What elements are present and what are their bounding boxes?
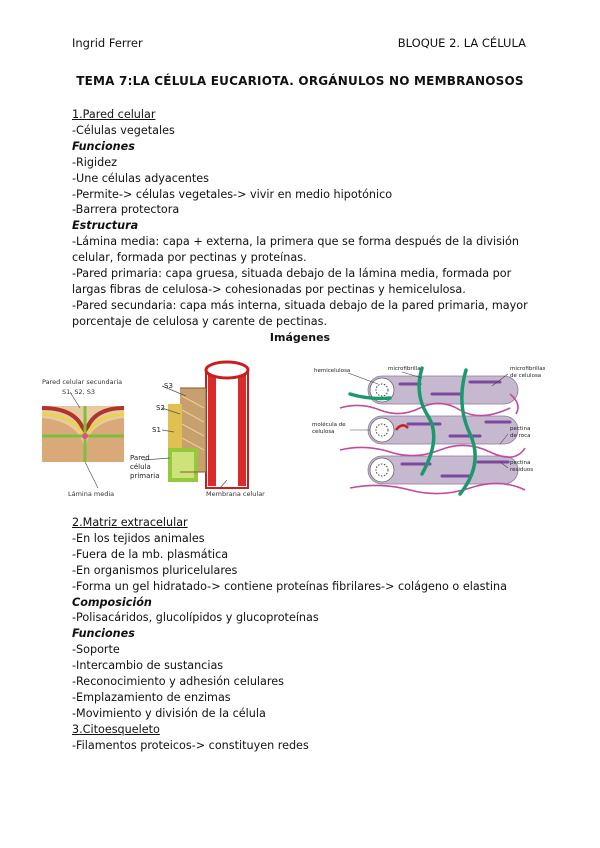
list-item: -Permite-> células vegetales-> vivir en medio hipotónico — [72, 187, 393, 201]
list-item: -Lámina media: capa + externa, la primera que se forma después de la división celular, formada por pectinas y proteínas. — [72, 235, 519, 265]
list-item: -Intercambio de sustancias — [72, 659, 224, 673]
list-item: -En organismos pluricelulares — [72, 563, 238, 577]
list-item: -Pared primaria: capa gruesa, situada debajo de la lámina media, formada por largas fibras de celulosa-> cohesionadas por pectinas y hemicelulosa. — [72, 267, 512, 296]
section-heading: 3.Citoesqueleto — [72, 722, 160, 736]
label-pectin-residues: pectina residuos — [510, 460, 534, 473]
subheading-funciones: Funciones — [72, 139, 135, 153]
list-item: -Rigidez — [72, 155, 117, 169]
section-pared-celular — [72, 107, 542, 330]
list-item: -Movimiento y división de la célula — [72, 706, 266, 720]
label-s1: S1 — [152, 426, 161, 434]
list-item: -En los tejidos animales — [72, 531, 205, 545]
list-item: -Polisacáridos, glucolípidos y glucoproteínas — [72, 611, 319, 625]
list-item: -Soporte — [72, 643, 120, 657]
section-heading: 1.Pared celular — [72, 108, 156, 121]
label-primary-wall: Pared célula primaria — [130, 454, 160, 480]
header-author: Ingrid Ferrer — [72, 36, 143, 50]
section-matriz-extracelular — [72, 515, 542, 754]
subheading-funciones: Funciones — [72, 627, 135, 641]
list-item: -Fuera de la mb. plasmática — [72, 547, 229, 561]
label-cellulose-microfibrils: microfibrillas de celulosa — [510, 366, 545, 379]
list-item: -Forma un gel hidratado-> contiene proteínas fibrilares-> colágeno o elastina — [72, 579, 507, 593]
list-item: -Reconocimiento y adhesión celulares — [72, 675, 284, 689]
microfibril-diagram — [310, 364, 545, 499]
cell-wall-diagram — [40, 348, 302, 508]
subheading-estructura: Estructura — [72, 219, 139, 233]
list-item: -Emplazamiento de enzimas — [72, 690, 231, 704]
microfibril-illustration — [310, 364, 545, 499]
label-cellulose-molecule: molécula de celulosa — [312, 422, 346, 435]
list-item: -Pared secundaria: capa más interna, situada debajo de la pared primaria, mayor porcentaje de celulosa y carente de pectinas. — [72, 298, 528, 328]
label-s-layers: S1, S2, S3 — [62, 388, 96, 396]
label-middle-lamella: Lámina media — [68, 490, 115, 498]
label-hemicellulose: hemicelulosa — [314, 368, 351, 374]
cell-wall-illustration — [40, 348, 302, 508]
header-block: BLOQUE 2. LA CÉLULA — [397, 36, 526, 50]
label-secondary-wall: Pared celular secundaria — [42, 378, 123, 386]
label-membrane: Membrana celular — [206, 490, 265, 498]
label-microfibril: microfibrilla — [388, 366, 421, 372]
label-s2: S2 — [156, 404, 165, 412]
cell-junction-section — [42, 406, 124, 462]
cellulose-fibers — [368, 376, 518, 484]
list-item: -Filamentos proteicos-> constituyen redes — [72, 738, 309, 752]
label-pectin: pectina de roca — [510, 426, 531, 439]
list-item: -Células vegetales — [72, 123, 175, 137]
images-title: Imágenes — [269, 331, 331, 344]
cell-wall-cylinder — [168, 362, 248, 488]
list-item: -Barrera protectora — [72, 203, 180, 217]
subheading-composicion: Composición — [72, 595, 152, 609]
list-item: -Une células adyacentes — [72, 171, 209, 185]
section-heading: 2.Matriz extracelular — [72, 516, 188, 529]
label-s3: S3 — [164, 382, 173, 390]
page-title: TEMA 7:LA CÉLULA EUCARIOTA. ORGÁNULOS NO MEMBRANOSOS — [76, 74, 524, 88]
